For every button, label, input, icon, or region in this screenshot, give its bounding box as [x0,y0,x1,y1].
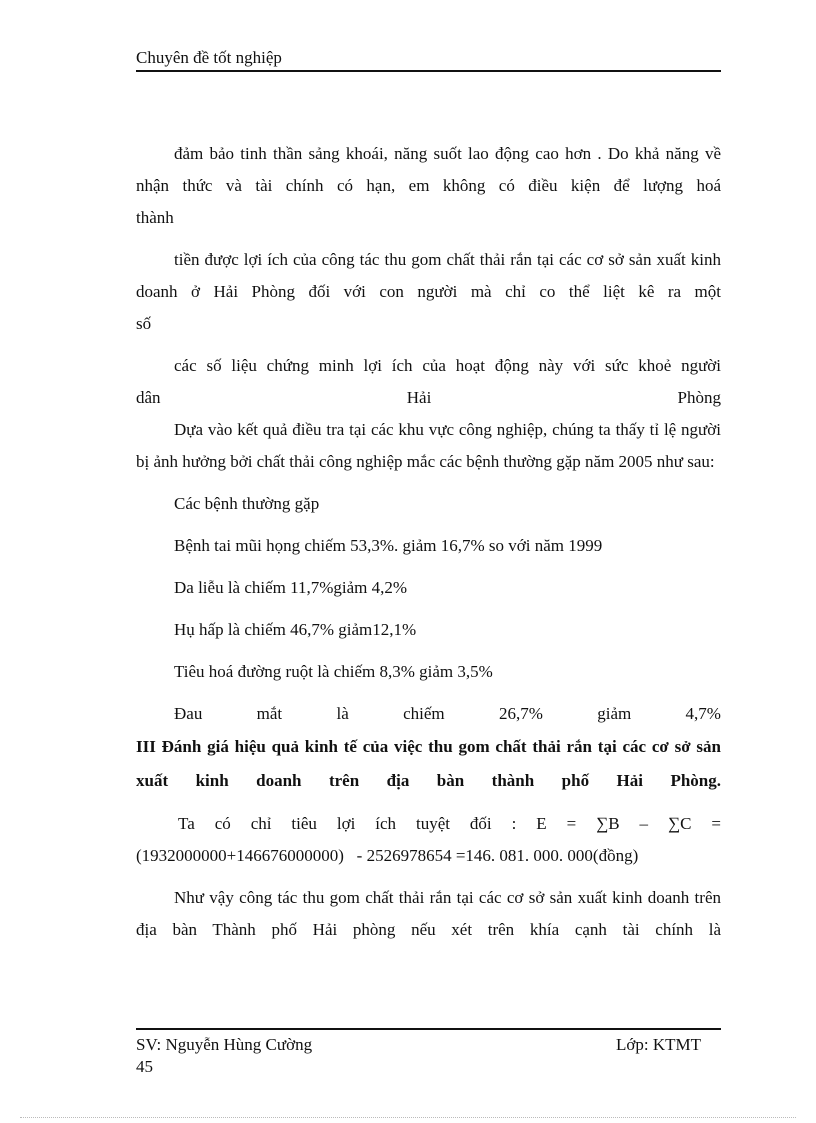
page-number: 45 [136,1057,153,1076]
section-heading: III Đánh giá hiệu quả kinh tế của việc thu gom chất thải rắn tại các cơ sở sản xuất kinh doanh trên địa bàn thành phố Hải Phòng. [136,737,721,790]
list-item: Hụ hấp là chiếm 46,7% giảm12,1% [174,620,417,639]
page-header-title: Chuyên đề tốt nghiệp [136,48,282,67]
paragraph-2: tiền được lợi ích của công tác thu gom chất thải rắn tại các cơ sở sản xuất kinh doanh ở Hải Phòng đối với con người mà chỉ co thể liệt kê ra một [136,250,721,301]
paragraph-5: Như vậy công tác thu gom chất thải rắn tại các cơ sở sản xuất kinh doanh trên địa bàn Thành phố Hải phòng nếu xét trên khía cạnh tài chính là [136,888,721,939]
list-item: Tiêu hoá đường ruột là chiếm 8,3% giảm 3,5% [174,662,493,681]
paragraph-3: các số liệu chứng minh lợi ích của hoạt động này với sức khoẻ người [174,356,721,375]
word: 4,7% [685,704,721,723]
list-item: Da liễu là chiếm 11,7%giảm 4,2% [174,578,408,597]
word: 26,7% [498,704,543,723]
list-title: Các bệnh thường gặp [174,494,320,513]
document-body [136,138,721,946]
word: Phòng [677,388,721,407]
formula-line-2: (1932000000+146676000000) - 2526978654 =146. 081. 000. 000(đồng) [136,846,639,865]
word: Hải [406,388,432,407]
word: chiếm [403,704,445,723]
page-footer [136,1034,721,1078]
formula-line-1: Ta có chỉ tiêu lợi ích tuyệt đối : E = ∑B – ∑C = [178,814,721,833]
list-item-spread [136,698,721,730]
word: Đau [174,704,203,723]
paragraph-4: Dựa vào kết quả điều tra tại các khu vực công nghiệp, chúng ta thấy tỉ lệ người bị ảnh hưởng bởi chất thải công nghiệp mắc các bệnh thường gặp năm 2005 như sau: [136,420,721,471]
footer-divider [136,1028,721,1030]
bottom-dotted-border [20,1117,796,1118]
paragraph-3-tail [136,382,721,414]
word: dân [136,388,161,407]
list-item: Bệnh tai mũi họng chiếm 53,3%. giảm 16,7% so với năm 1999 [174,536,603,555]
paragraph-2-tail: số [136,314,152,333]
paragraph-1-tail: thành [136,208,174,227]
paragraph-1: đảm bảo tinh thần sảng khoái, năng suốt lao động cao hơn . Do khả năng về nhận thức và tài chính có hạn, em không có điều kiện để lượng hoá [136,144,721,195]
footer-class: Lớp: KTMT [615,1035,701,1054]
word: là [336,704,349,723]
header-divider [136,70,721,72]
word: mắt [256,704,283,723]
footer-student: SV: Nguyễn Hùng Cường [136,1035,313,1054]
word: giảm [597,704,632,723]
